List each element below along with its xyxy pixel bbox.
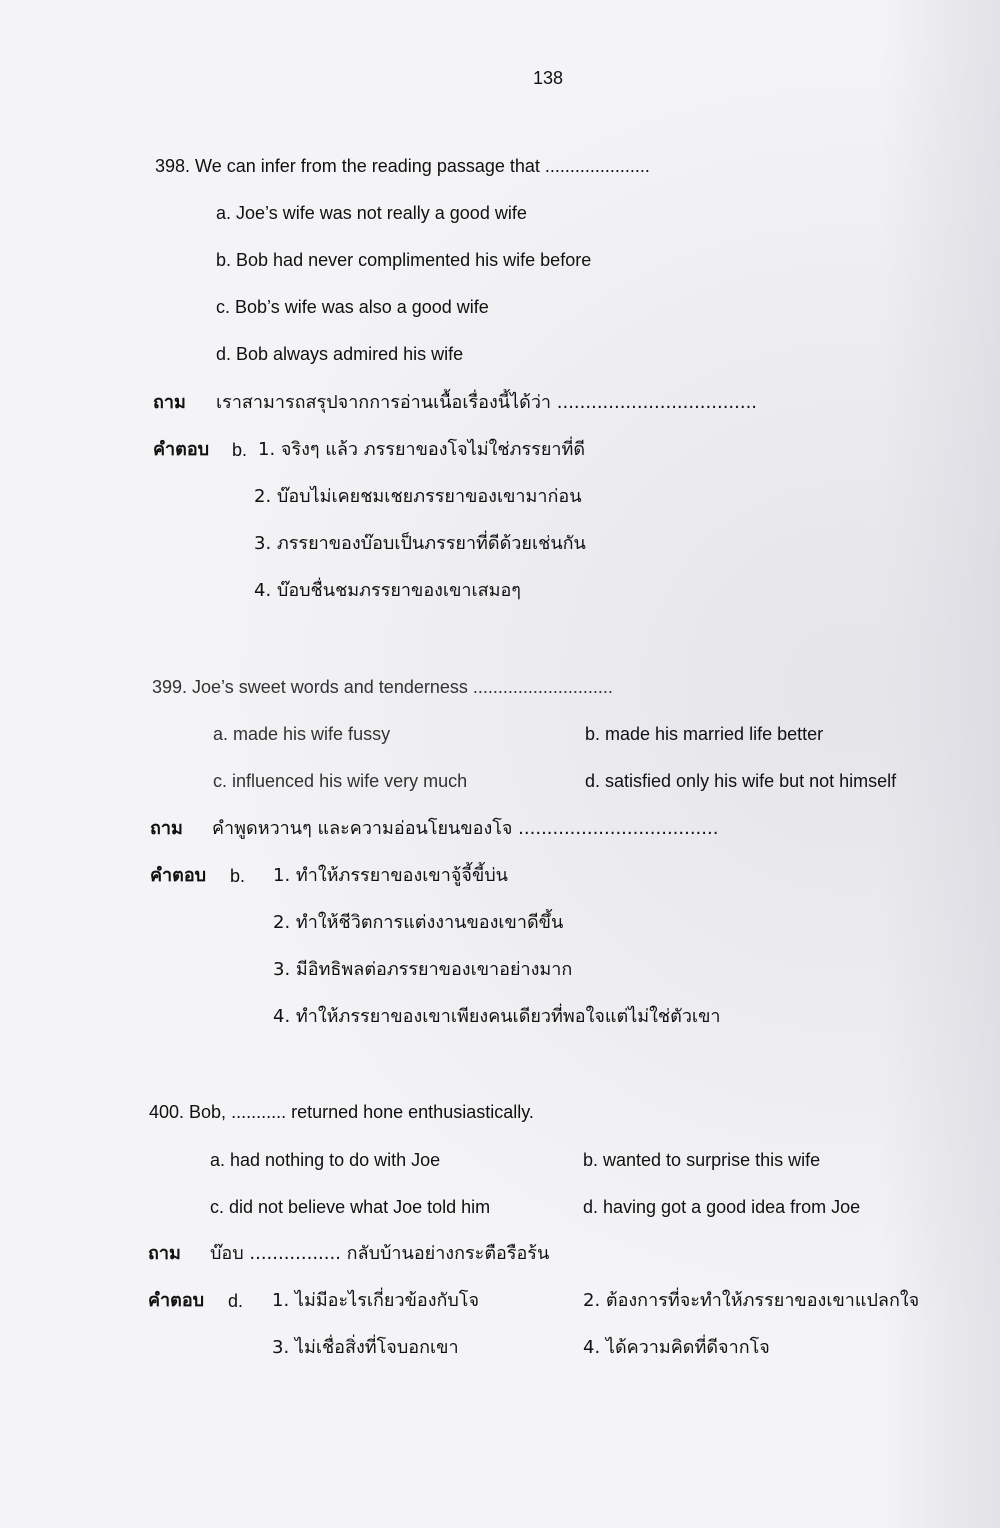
question-400-thai-3: 3. ไม่เชื่อสิ่งที่โจบอกเขา <box>272 1337 459 1358</box>
question-398-ask-label: ถาม <box>153 392 186 413</box>
question-398-answer-letter: b. <box>232 440 248 460</box>
question-400-thai-1: 1. ไม่มีอะไรเกี่ยวข้องกับโจ <box>272 1290 480 1311</box>
question-399-ask-text: คำพูดหวานๆ และความอ่อนโยนของโจ ................................... <box>212 818 719 839</box>
question-399-option-c: c. influenced his wife very much <box>213 771 468 791</box>
question-400-thai-4: 4. ได้ความคิดที่ดีจากโจ <box>583 1337 770 1358</box>
question-400-option-a: a. had nothing to do with Joe <box>210 1150 441 1170</box>
question-398-thai-1: 1. จริงๆ แล้ว ภรรยาของโจไม่ใช่ภรรยาที่ดี <box>258 439 586 460</box>
question-398-answer-label: คำตอบ <box>153 439 210 460</box>
question-398-stem: 398. We can infer from the reading passage that ..................... <box>155 156 650 176</box>
question-399-ask-label: ถาม <box>150 818 183 839</box>
question-399-option-b: b. made his married life better <box>585 724 824 744</box>
question-400-option-c: c. did not believe what Joe told him <box>210 1197 491 1217</box>
question-398-option-a: a. Joe’s wife was not really a good wife <box>216 203 527 223</box>
question-400-ask-text: บ๊อบ ................ กลับบ้านอย่างกระตือรือร้น <box>210 1243 550 1264</box>
question-400-stem: 400. Bob, ........... returned hone enthusiastically. <box>149 1102 534 1122</box>
question-398-ask-text: เราสามารถสรุปจากการอ่านเนื้อเรื่องนี้ได้ว่า ................................... <box>216 392 758 413</box>
page-number: 138 <box>533 68 564 88</box>
question-399-answer-label: คำตอบ <box>150 865 207 886</box>
question-398-option-c: c. Bob’s wife was also a good wife <box>216 297 489 317</box>
question-398-option-d: d. Bob always admired his wife <box>216 344 464 364</box>
question-399-thai-1: 1. ทำให้ภรรยาของเขาจู้จี้ขี้บ่น <box>273 865 508 886</box>
question-400-thai-2: 2. ต้องการที่จะทำให้ภรรยาของเขาแปลกใจ <box>583 1290 920 1311</box>
question-399-stem: 399. Joe’s sweet words and tenderness ............................ <box>152 677 613 697</box>
question-399-thai-2: 2. ทำให้ชีวิตการแต่งงานของเขาดีขึ้น <box>273 912 564 933</box>
question-399-thai-4: 4. ทำให้ภรรยาของเขาเพียงคนเดียวที่พอใจแต่ไม่ใช่ตัวเขา <box>273 1006 721 1027</box>
question-400-option-b: b. wanted to surprise this wife <box>583 1150 821 1170</box>
question-398-option-b: b. Bob had never complimented his wife before <box>216 250 592 270</box>
question-399-option-a: a. made his wife fussy <box>213 724 391 744</box>
question-399-answer-letter: b. <box>230 866 246 886</box>
question-398-thai-2: 2. บ๊อบไม่เคยชมเชยภรรยาของเขามาก่อน <box>254 486 582 507</box>
question-400-ask-label: ถาม <box>148 1243 181 1264</box>
question-399-option-d: d. satisfied only his wife but not himself <box>585 771 897 791</box>
question-399-thai-3: 3. มีอิทธิพลต่อภรรยาของเขาอย่างมาก <box>273 959 573 980</box>
question-400-answer-label: คำตอบ <box>148 1290 205 1311</box>
question-398-thai-3: 3. ภรรยาของบ๊อบเป็นภรรยาที่ดีด้วยเช่นกัน <box>254 533 586 554</box>
question-400-answer-letter: d. <box>228 1291 244 1311</box>
question-400-option-d: d. having got a good idea from Joe <box>583 1197 861 1217</box>
question-398-thai-4: 4. บ๊อบชื่นชมภรรยาของเขาเสมอๆ <box>254 580 521 601</box>
